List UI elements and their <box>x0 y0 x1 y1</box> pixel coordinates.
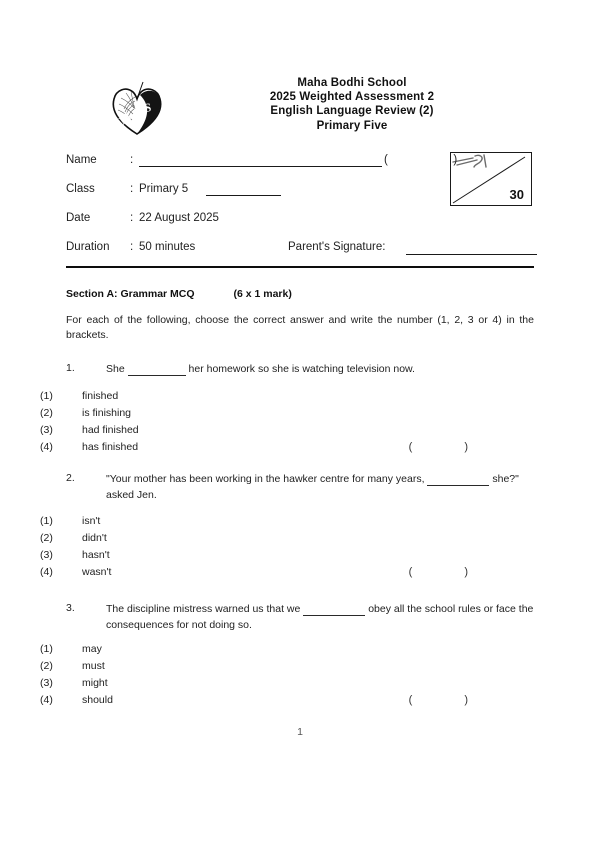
option-number: (3) <box>40 424 53 436</box>
answer-blank[interactable] <box>427 470 489 486</box>
option-number: (1) <box>40 390 53 402</box>
option-text: might <box>82 677 108 689</box>
option-row[interactable] <box>40 441 468 458</box>
school-title-block <box>182 76 522 133</box>
option-text: may <box>82 643 102 655</box>
stem-before-blank: The discipline mistress warned us that we <box>106 603 301 615</box>
class-label: Class <box>66 183 95 195</box>
question-2-options <box>40 515 468 583</box>
stem-before-blank: She <box>106 363 125 375</box>
option-row[interactable] <box>40 390 468 407</box>
bracket-close: ) <box>464 694 468 706</box>
answer-blank[interactable] <box>303 600 365 616</box>
page-number: 1 <box>297 726 303 738</box>
question-number: 2. <box>66 472 75 484</box>
duration-label: Duration <box>66 241 110 253</box>
section-marks-note: (6 x 1 mark) <box>233 288 292 300</box>
option-row[interactable] <box>40 407 468 424</box>
svg-text:B: B <box>130 105 143 122</box>
option-text: isn't <box>82 515 101 527</box>
option-text: should <box>82 694 113 706</box>
marks-total-value: 30 <box>509 187 524 202</box>
option-text: has finished <box>82 441 139 453</box>
option-number: (1) <box>40 515 53 527</box>
option-number: (3) <box>40 549 53 561</box>
school-crest-icon <box>106 78 168 140</box>
parent-signature-line[interactable] <box>406 254 537 255</box>
option-text: had finished <box>82 424 139 436</box>
option-number: (2) <box>40 532 53 544</box>
marks-box <box>450 152 532 206</box>
question-number: 3. <box>66 602 75 614</box>
option-number: (2) <box>40 407 53 419</box>
option-text: didn't <box>82 532 107 544</box>
duration-value: 50 minutes <box>139 241 196 253</box>
question-stem <box>106 602 534 632</box>
option-text: hasn't <box>82 549 110 561</box>
option-row[interactable] <box>40 694 468 711</box>
duration-row <box>66 239 536 268</box>
option-number: (4) <box>40 566 53 578</box>
stem-before-blank: "Your mother has been working in the hawker centre for many years, <box>106 473 425 485</box>
class-colon: : <box>130 183 134 195</box>
answer-bracket-box[interactable] <box>409 441 468 453</box>
subject-title: English Language Review (2) <box>270 105 434 118</box>
school-name: Maha Bodhi School <box>297 77 407 89</box>
option-row[interactable] <box>40 549 468 566</box>
parent-signature-label: Parent's Signature: <box>288 241 386 253</box>
option-row[interactable] <box>40 566 468 583</box>
document-header <box>62 76 538 144</box>
svg-text:S: S <box>143 100 153 115</box>
stem-after-blank: she?" asked Jen. <box>106 473 519 501</box>
bracket-open: ( <box>408 566 413 578</box>
stem-after-blank: obey all the school rules or face the consequences for not doing so. <box>106 603 534 631</box>
question-number: 1. <box>66 362 75 374</box>
question-1-options <box>40 390 468 458</box>
option-text: wasn't <box>82 566 112 578</box>
marks-box-annotation-scribble <box>451 153 491 175</box>
name-input-line[interactable] <box>139 166 382 167</box>
date-label: Date <box>66 212 91 224</box>
section-heading-row <box>66 288 292 300</box>
option-row[interactable] <box>40 515 468 532</box>
option-text: must <box>82 660 105 672</box>
option-row[interactable] <box>40 677 468 694</box>
level-title: Primary Five <box>316 119 388 132</box>
stem-after-blank: her homework so she is watching television now. <box>188 363 415 375</box>
duration-colon: : <box>130 241 134 253</box>
date-value: 22 August 2025 <box>139 212 219 224</box>
class-value: Primary 5 <box>139 183 189 195</box>
option-row[interactable] <box>40 643 468 660</box>
section-instructions: For each of the following, choose the correct answer and write the number (1, 2, 3 or 4) in the brackets. <box>66 314 534 341</box>
option-number: (3) <box>40 677 53 689</box>
question-stem <box>106 472 534 502</box>
date-row <box>66 210 536 239</box>
answer-blank[interactable] <box>128 360 186 376</box>
option-number: (1) <box>40 643 53 655</box>
option-text: finished <box>82 390 119 402</box>
bracket-close: ) <box>464 441 468 453</box>
name-colon: : <box>130 154 134 166</box>
option-row[interactable] <box>40 660 468 677</box>
name-index-brackets[interactable]: ( ) <box>384 154 472 166</box>
answer-bracket-box[interactable] <box>409 694 468 706</box>
assessment-title: 2025 Weighted Assessment 2 <box>269 91 435 104</box>
option-row[interactable] <box>40 532 468 549</box>
option-row[interactable] <box>40 424 468 441</box>
question-stem <box>106 362 534 378</box>
option-number: (4) <box>40 441 53 453</box>
class-input-line[interactable] <box>206 195 281 196</box>
header-divider <box>66 266 534 268</box>
name-label: Name <box>66 154 97 166</box>
option-text: is finishing <box>82 407 132 419</box>
date-colon: : <box>130 212 134 224</box>
option-number: (2) <box>40 660 53 672</box>
bracket-open: ( <box>408 441 413 453</box>
section-heading: Section A: Grammar MCQ <box>66 288 195 300</box>
bracket-open: ( <box>408 694 413 706</box>
answer-bracket-box[interactable] <box>409 566 468 578</box>
question-3-options <box>40 643 468 711</box>
svg-text:M: M <box>116 109 134 128</box>
bracket-close: ) <box>464 566 468 578</box>
option-number: (4) <box>40 694 53 706</box>
